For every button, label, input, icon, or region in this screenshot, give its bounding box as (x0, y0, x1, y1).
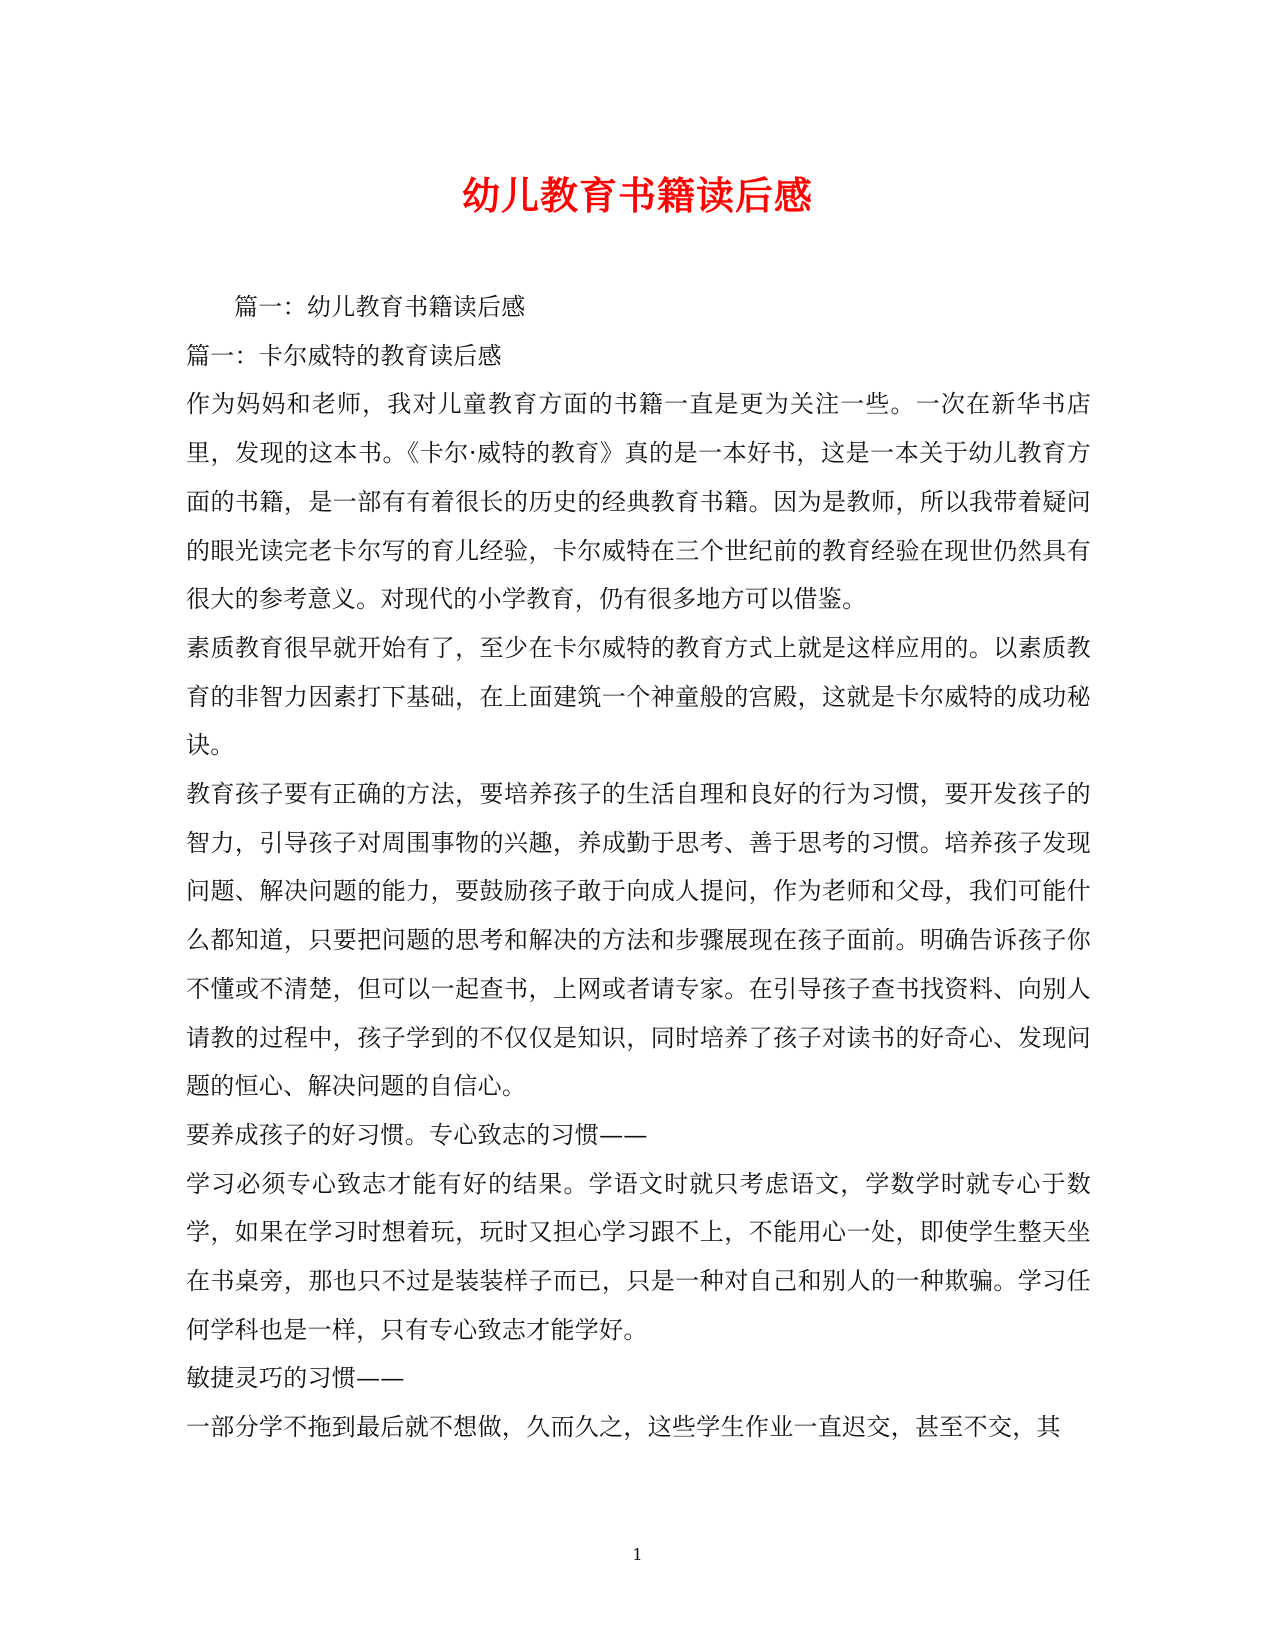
document-body (186, 283, 1091, 1452)
paragraph: 素质教育很早就开始有了，至少在卡尔威特的教育方式上就是这样应用的。以素质教育的非智力因素打下基础，在上面建筑一个神童般的宫殿，这就是卡尔威特的成功秘诀。 (186, 633, 1091, 760)
page-number: 1 (632, 1545, 643, 1564)
paragraph: 学习必须专心致志才能有好的结果。学语文时就只考虑语文，学数学时就专心于数学，如果在学习时想着玩，玩时又担心学习跟不上，不能用心一处，即使学生整天坐在书桌旁，那也只不过是装装样子而已，只是一种对自己和别人的一种欺骗。学习任何学科也是一样，只有专心致志才能学好。 (186, 1169, 1091, 1344)
paragraph-section-heading: 篇一：幼儿教育书籍读后感 (234, 293, 526, 321)
paragraph-subheading: 篇一：卡尔威特的教育读后感 (186, 341, 502, 370)
paragraph: 一部分学不拖到最后就不想做，久而久之，这些学生作业一直迟交，甚至不交，其 (186, 1413, 1061, 1442)
document-title: 幼儿教育书籍读后感 (461, 174, 813, 218)
paragraph: 作为妈妈和老师，我对儿童教育方面的书籍一直是更为关注一些。一次在新华书店里，发现的这本书。《卡尔·威特的教育》真的是一本好书，这是一本关于幼儿教育方面的书籍，是一部有有着很长的历史的经典教育书籍。因为是教师，所以我带着疑问的眼光读完老卡尔写的育儿经验，卡尔威特在三个世纪前的教育经验在现世仍然具有很大的参考意义。对现代的小学教育，仍有很多地方可以借鉴。 (186, 390, 1091, 614)
paragraph: 要养成孩子的好习惯。专心致志的习惯—— (186, 1120, 648, 1149)
paragraph: 敏捷灵巧的习惯—— (186, 1364, 405, 1393)
paragraph: 教育孩子要有正确的方法，要培养孩子的生活自理和良好的行为习惯，要开发孩子的智力，引导孩子对周围事物的兴趣，养成勤于思考、善于思考的习惯。培养孩子发现问题、解决问题的能力，要鼓励孩子敢于向成人提问，作为老师和父母，我们可能什么都知道，只要把问题的思考和解决的方法和步骤展现在孩子面前。明确告诉孩子你不懂或不清楚，但可以一起查书，上网或者请专家。在引导孩子查书找资料、向别人请教的过程中，孩子学到的不仅仅是知识，同时培养了孩子对读书的好奇心、发现问题的恒心、解决问题的自信心。 (186, 780, 1091, 1101)
